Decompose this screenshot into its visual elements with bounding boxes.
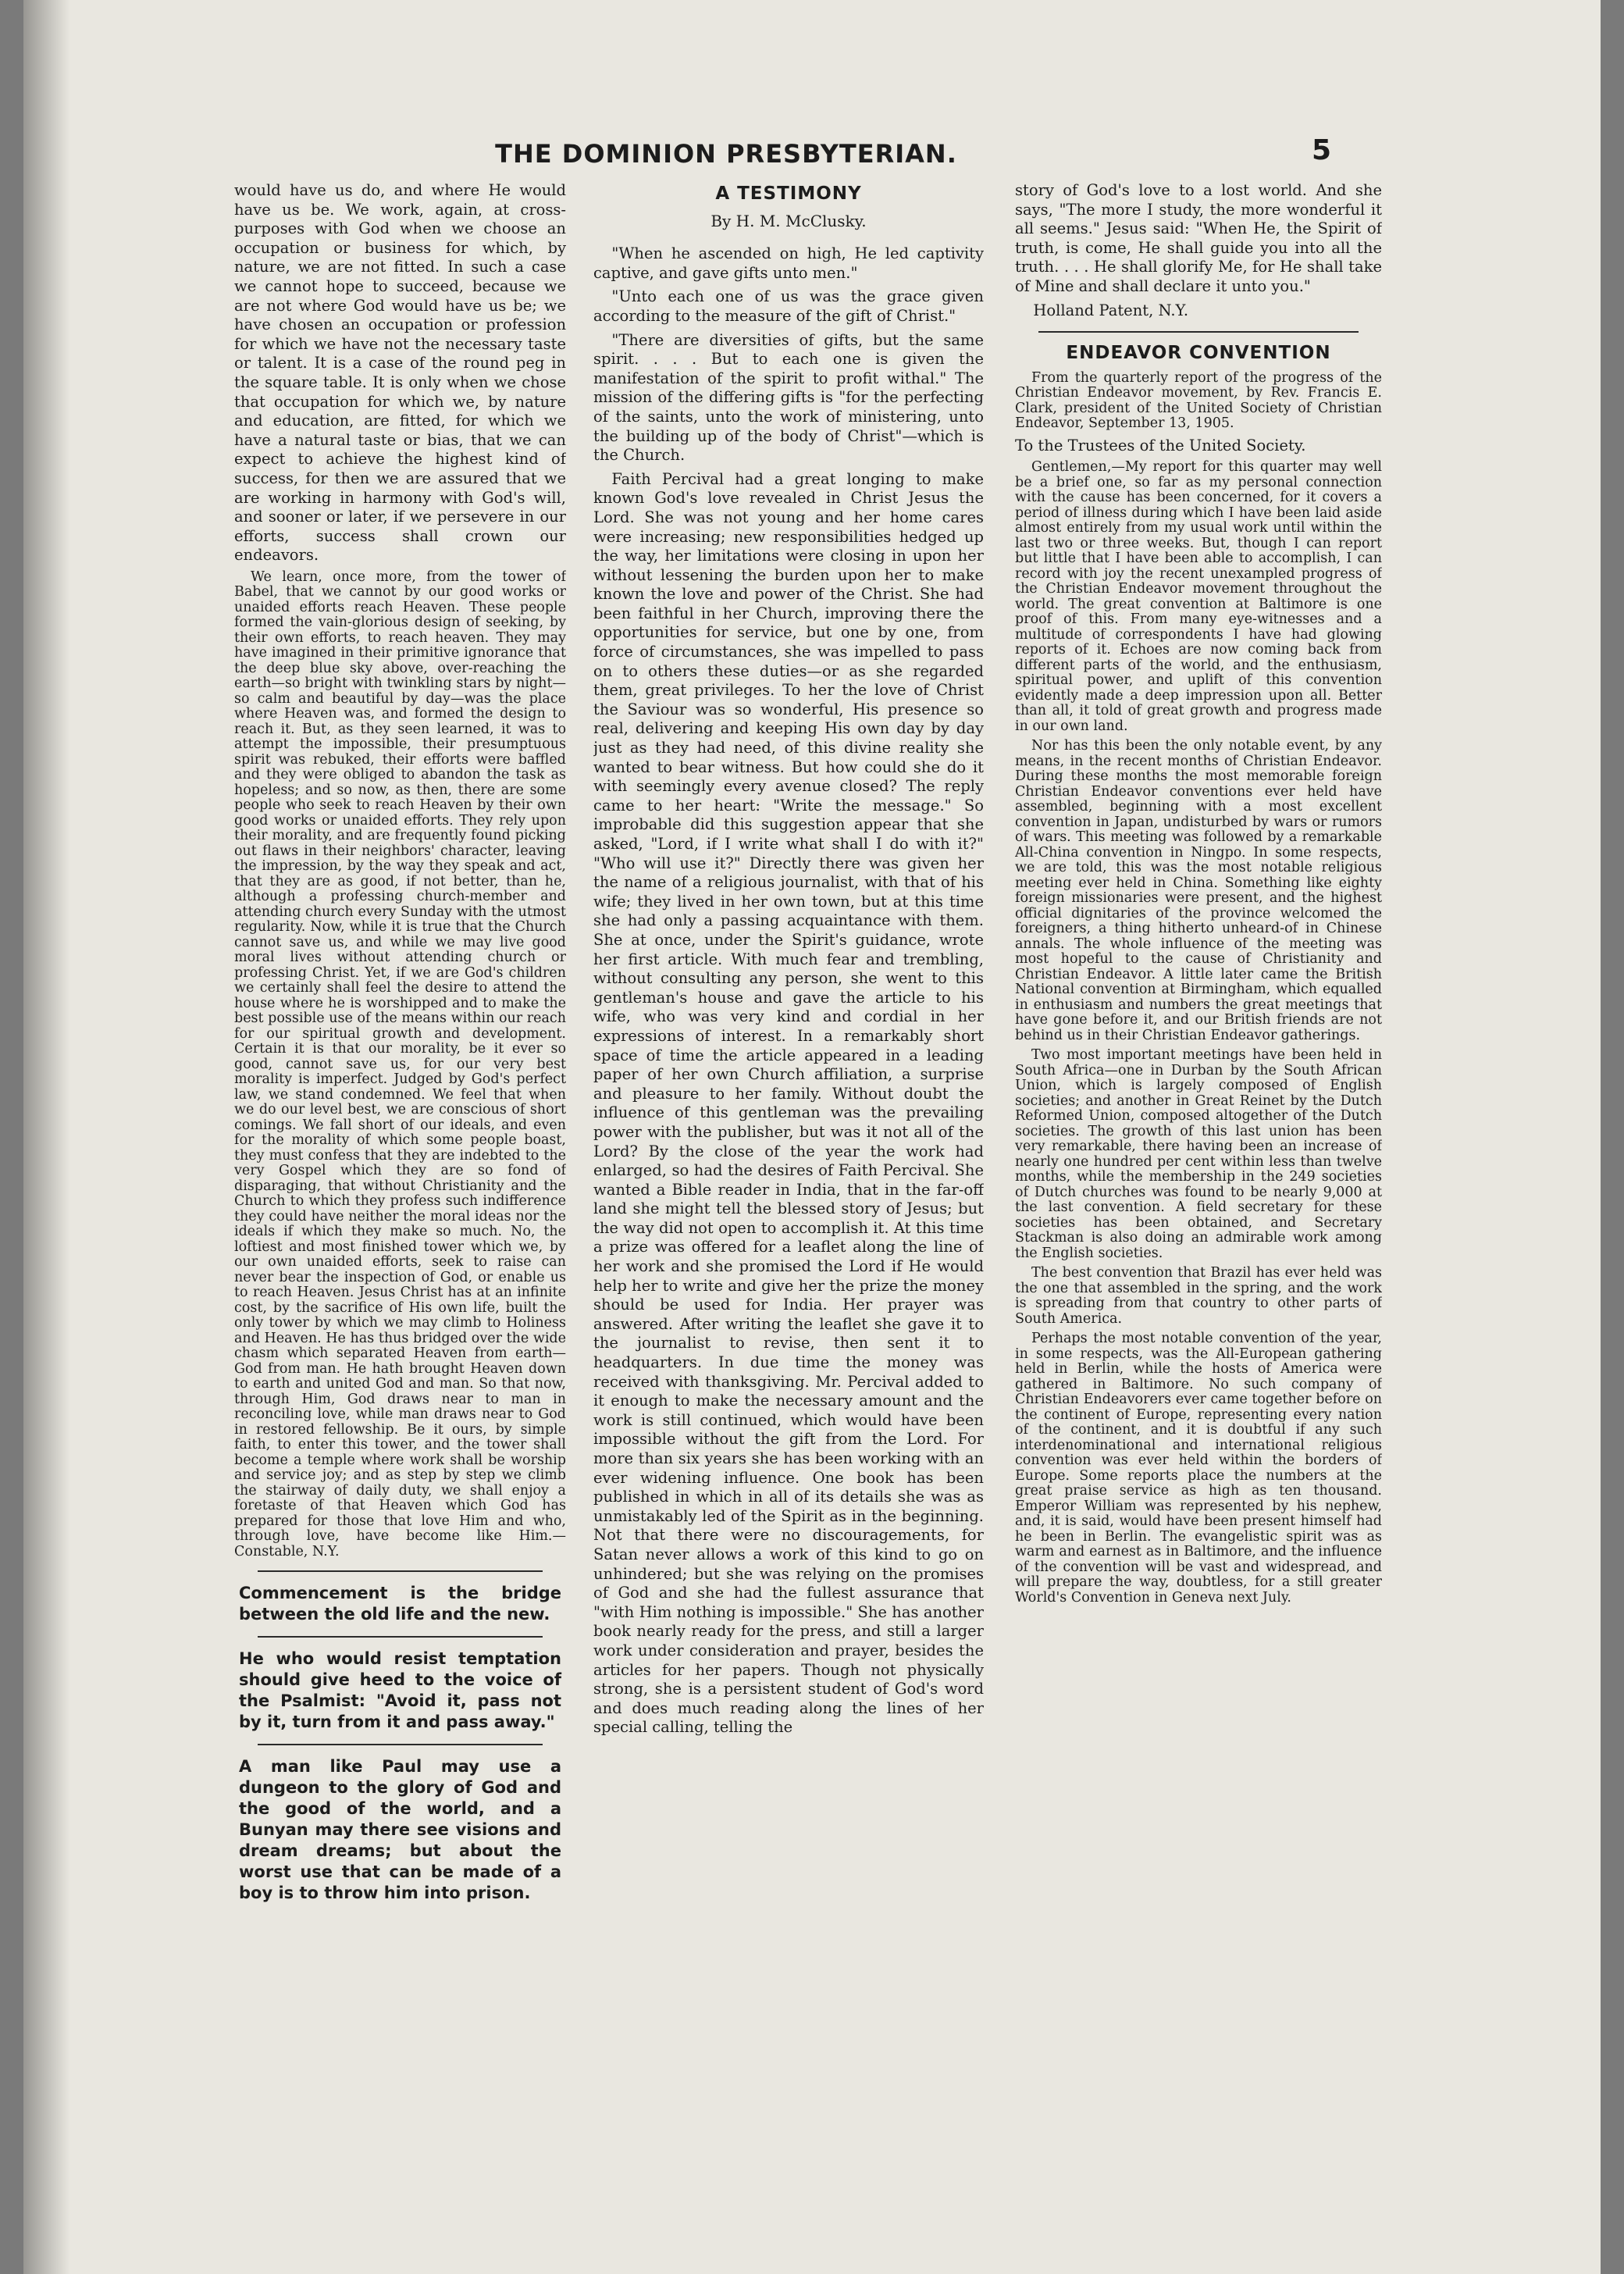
divider [258, 1570, 543, 1572]
article-paragraph: Nor has this been the only notable event, by any means, in the recent months of Christian Endeavor. During these months the most memorable foreign Christian Endeavor conventions ever held have assembled, beginning with a most excellent convention in Japan, undisturbed by wars or rumors of wars. This meeting was followed by a remarkable All-China convention in Ningpo. In some respects, we are told, this was the most notable religious meeting ever held in China. Something like eighty foreign missionaries were present, and the highest official dignitaries of the province welcomed the foreigners, a thing hitherto unheard-of in Chinese annals. The whole influence of the meeting was most hopeful to the cause of Christianity and Christian Endeavor. A little later came the British National convention at Birmingham, which equalled in enthusiasm and numbers the great meetings that have gone before it, and our British friends are not behind us in their Christian Endeavor gatherings. [1015, 738, 1382, 1043]
column-middle [593, 181, 984, 2149]
column-left [234, 181, 566, 2149]
scripture-quote: "When he ascended on high, He led captivity captive, and gave gifts unto men." [593, 244, 984, 282]
newspaper-page [23, 0, 1601, 2274]
article-continuation-paragraph: story of God's love to a lost world. And she says, "The more I study, the more wonderful it all seems." Jesus said: "When He, the Spirit of truth, is come, He shall guide you into all the truth. . . . He shall glorify Me, for He shall take of Mine and shall declare it unto you." [1015, 181, 1382, 295]
article-paragraph: Perhaps the most notable convention of the year, in some respects, was the All-European gathering held in Berlin, while the hosts of America were gathered in Baltimore. No such company of Christian Endeavorers ever came together before on the continent of Europe, representing every nation of the continent, and it is doubtful if any such interdenominational and international religious convention was ever held within the borders of Europe. Some reports place the numbers at the great praise service as high as ten thousand. Emperor William was represented by his nephew, and, it is said, would have been present himself had he been in Berlin. The evangelistic spirit was as warm and earnest as in Baltimore, and the influence of the convention will be vast and widespread, and will prepare the way, doubtless, for a still greater World's Convention in Geneva next July. [1015, 1331, 1382, 1606]
quote-box-paul: A man like Paul may use a dungeon to the glory of God and the good of the world, and a Bunyan may there see visions and dream dreams; but about the worst use that can be made of a boy is to throw him into prison. [239, 1757, 561, 1903]
page-header [23, 134, 1601, 178]
divider [258, 1636, 543, 1638]
article-salutation: To the Trustees of the United Society. [1015, 436, 1306, 454]
article-heading-testimony: A TESTIMONY [715, 184, 862, 204]
article-paragraph: The best convention that Brazil has ever held was the one that assembled in the spring, and the work is spreading from that country to other parts of South America. [1015, 1265, 1382, 1327]
masthead-title: THE DOMINION PRESBYTERIAN. [495, 139, 957, 169]
article-byline: By H. M. McClusky. [710, 211, 867, 230]
quote-box-temptation: He who would resist temptation should give heed to the voice of the Psalmist: "Avoid it, pass not by it, turn from it and pass away." [239, 1649, 561, 1732]
page-number: 5 [1312, 134, 1332, 166]
page-edge-shadow [23, 0, 70, 2274]
article-heading-endeavor: ENDEAVOR CONVENTION [1066, 343, 1331, 364]
article-paragraph: Two most important meetings have been held in South Africa—one in Durban by the South African Union, which is largely composed of English societies; and another in Great Reinet by the Dutch Reformed Union, composed altogether of the Dutch societies. The growth of this last union has been very remarkable, there having been an increase of nearly one hundred per cent within less than twelve months, while the membership in the 249 societies of Dutch churches was found to be nearly 9,000 at the last convention. A field secretary for these societies has been obtained, and Secretary Stackman is also doing an admirable work among the English societies. [1015, 1047, 1382, 1261]
quote-box-commencement: Commencement is the bridge between the old life and the new. [239, 1584, 561, 1624]
article-paragraph: Gentlemen,—My report for this quarter may well be a brief one, so far as my personal connection with the cause has been concerned, for it covers a period of illness during which I have been laid aside almost entirely from my usual work until within the last two or three weeks. But, though I can report but little that I have been able to accomplish, I can record with joy the recent unexampled progress of the Christian Endeavor movement throughout the world. The great convention at Baltimore is one proof of this. From many eye-witnesses and a multitude of correspondents I have had glowing reports of it. Echoes are now coming back from different parts of the world, and the enthusiasm, spiritual power, and uplift of this convention evidently made a deep impression upon all. Better than all, it told of great growth and progress made in our own land. [1015, 459, 1382, 734]
scripture-quote: "Unto each one of us was the grace given according to the measure of the gift of Christ." [593, 287, 984, 325]
article-dateline: Holland Patent, N.Y. [1033, 301, 1189, 319]
article-continuation-paragraph: would have us do, and where He would have us be. We work, again, at cross-purposes with God when we choose an occupation or business for which, by nature, we are not fitted. In such a case we cannot hope to succeed, because we are not where God would have us be; we have chosen an occupation or profession for which we have not the necessary taste or talent. It is a case of the round peg in the square table. It is only when we chose that occupation for which we, by nature and education, are fitted, for which we have a natural taste or bias, that we can expect to achieve the highest kind of success, for then we are assured that we are working in harmony with God's will, and sooner or later, if we persevere in our efforts, success shall crown our endeavors. [234, 181, 566, 565]
article-intro: From the quarterly report of the progress of the Christian Endeavor movement, by Rev. Francis E. Clark, president of the United Society of Christian Endeavor, September 13, 1905. [1015, 369, 1382, 432]
divider [258, 1744, 543, 1745]
divider [1038, 331, 1359, 333]
column-right [1015, 181, 1382, 2149]
article-paragraph: "There are diversities of gifts, but the same spirit. . . . But to each one is given the manifestation of the spirit to profit withal." The mission of the differing gifts is "for the perfecting of the saints, unto the work of ministering, unto the building up of the body of Christ"—which is the Church. [593, 330, 984, 465]
article-paragraph: We learn, once more, from the tower of Babel, that we cannot by our good works or unaided efforts reach Heaven. These people formed the vain-glorious design of seeking, by their own efforts, to reach heaven. They may have imagined in their primitive ignorance that the deep blue sky above, over-reaching the earth—so bright with twinkling stars by night—so calm and beautiful by day—was the place where Heaven was, and formed the design to reach it. But, as they seen learned, it was to attempt the impossible, their presumptuous spirit was rebuked, their efforts were baffled and they were obliged to abandon the task as hopeless; and so now, as then, there are some people who seek to reach Heaven by their own good works or unaided efforts. They rely upon their morality, and are frequently found picking out flaws in their neighbors' character, leaving the impression, by the way they speak and act, that they are as good, if not better, than he, although a professing church-member and attending church every Sunday with the utmost regularity. Now, while it is true that the Church cannot save us, and while we may live good moral lives without attending church or professing Christ. Yet, if we are God's children we certainly shall feel the desire to attend the house where he is worshipped and to make the best possible use of the means within our reach for our spiritual growth and development. Certain it is that our morality, be it ever so good, cannot save us, for our very best morality is imperfect. Judged by God's perfect law, we stand condemned. We feel that when we do our level best, we are conscious of short comings. We fall short of our ideals, and even for the morality of which some people boast, they must confess that they are indebted to the very Gospel which they are so fond of disparaging, that without Christianity and the Church to which they profess such indifference they could have neither the moral ideas nor the ideals if which they make so much. No, the loftiest and most finished tower which we, by our own unaided efforts, seek to raise can never bear the inspection of God, or enable us to reach Heaven. Jesus Christ has at an infinite cost, by the sacrifice of His own life, built the only tower by which we may climb to Holiness and Heaven. He has thus bridged over the wide chasm which separated Heaven from earth—God from man. He hath brought Heaven down to earth and united God and man. So that now, through Him, God draws near to man in reconciling love, while man draws near to God in restored fellowship. Be it ours, by simple faith, to enter this tower, and the tower shall become a temple where work shall be worship and service joy; and as step by step we climb the stairway of daily duty, we shall enjoy a foretaste of that Heaven which God has prepared for those that love Him and who, through love, have become like Him.—Constable, N.Y. [234, 568, 566, 1559]
article-paragraph: Faith Percival had a great longing to make known God's love revealed in Christ Jesus the Lord. She was not young and her home cares were increasing; new responsibilities hedged up the way, her limitations were closing in upon her without lessening the burden upon her to make known the love and power of the Christ. She had been faithful in her Church, improving there the opportunities for service, but one by one, from force of circumstances, she was impelled to pass on to others these duties—or as she regarded them, great privileges. To her the love of Christ the Saviour was so wonderful, His presence so real, delivering and keeping His own day by day just as they had need, of this divine reality she wanted to bear witness. But how could she do it with seemingly every avenue closed? The reply came to her heart: "Write the message." So improbable did this suggestion appear that she asked, "Lord, if I write what shall I do with it?" "Who will use it?" Directly there was given her the name of a religious journalist, with that of his wife; they lived in her own town, but at this time she had only a passing acquaintance with them. She at once, under the Spirit's guidance, wrote her first article. With much fear and trembling, without consulting any person, she went to this gentleman's house and gave the article to his wife, who was very kind and cordial in her expressions of interest. In a remarkably short space of time the article appeared in a leading paper of her own Church affiliation, a surprise and pleasure to her family. Without doubt the influence of this gentleman was the prevailing power with the publisher, but was it not all of the Lord? By the close of the year the work had enlarged, so had the desires of Faith Percival. She wanted a Bible reader in India, that in the far-off land she might tell the blessed story of Jesus; but the way did not open to accomplish it. At this time a prize was offered for a leaflet along the line of her work and she promised the Lord if He would help her to write and give her the prize the money should be used for India. Her prayer was answered. After writing the leaflet she gave it to the journalist to revise, then sent it to headquarters. In due time the money was received with thanksgiving. Mr. Percival added to it enough to make the necessary amount and the work is still continued, which would have been impossible without the gift from the Lord. For more than six years she has been working with an ever widening influence. One book has been published in which in all of its details she was as unmistakably led of the Spirit as in the beginning. Not that there were no discouragements, for Satan never allows a work of this kind to go on unhindered; but she was relying on the promises of God and she had the fullest assurance that "with Him nothing is impossible." She has another book nearly ready for the press, and still a larger work under consideration and prayer, besides the articles for her papers. Though not physically strong, she is a persistent student of God's word and does much reading along the lines of her special calling, telling the [593, 469, 984, 1737]
